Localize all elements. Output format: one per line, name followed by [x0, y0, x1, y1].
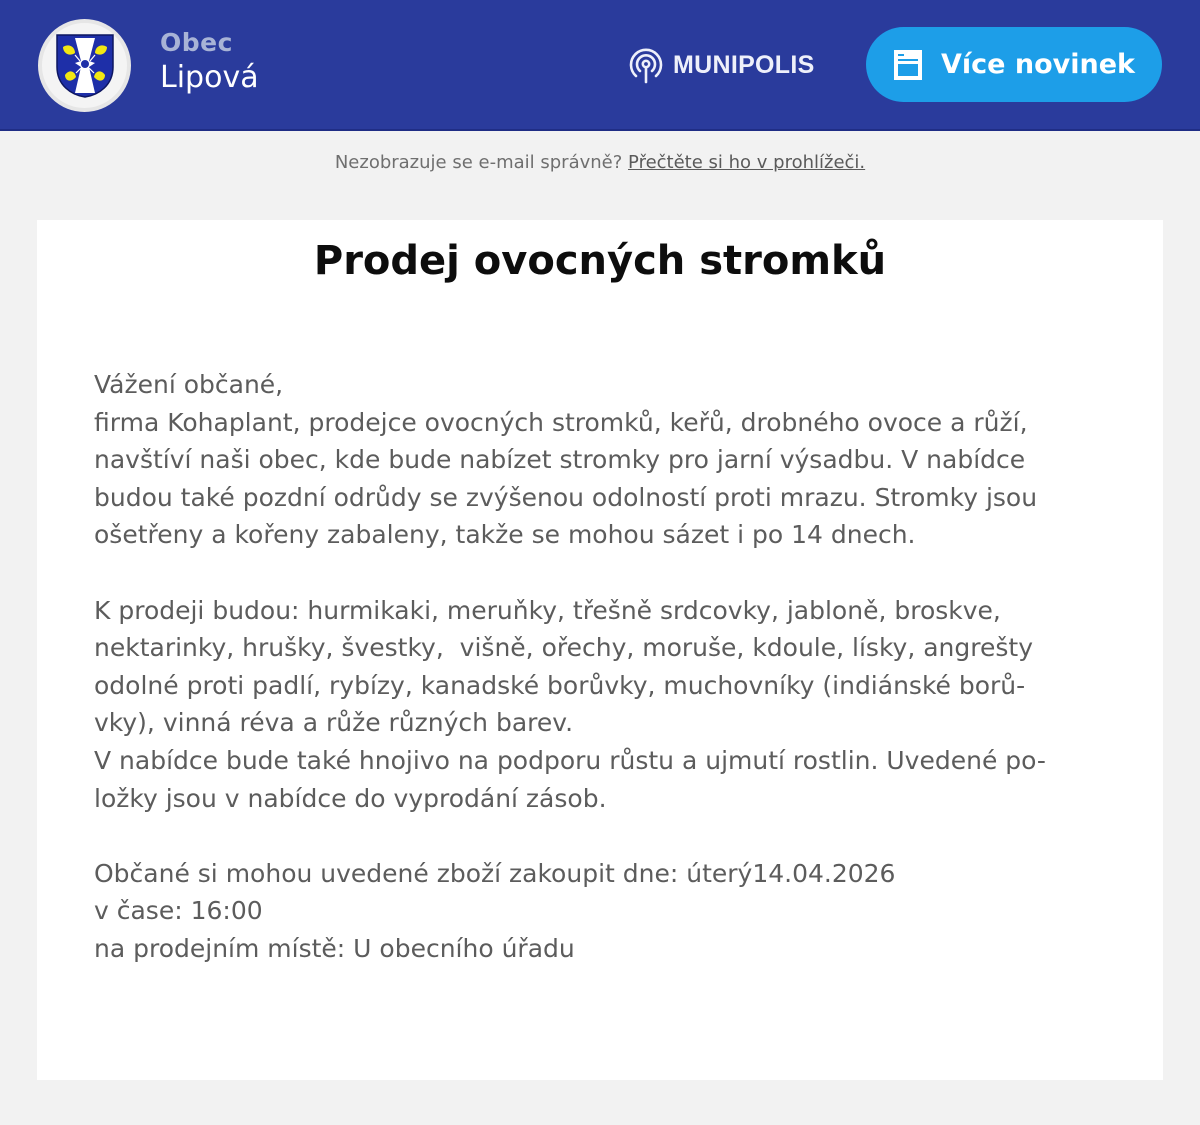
body-line: V nabídce bude také hnojivo na podporu růstu a ujmutí rostlin. Uvedené po- — [94, 745, 1046, 775]
view-in-browser-notice — [0, 152, 1200, 173]
brand-title: Lipová — [160, 60, 259, 95]
brand-prefix: Obec — [160, 28, 233, 57]
more-news-button[interactable] — [866, 27, 1162, 102]
body-line: budou také pozdní odrůdy se zvýšenou odolností proti mrazu. Stromky jsou — [94, 482, 1038, 512]
sale-date: Občané si mohou uvedené zboží zakoupit dne: úterý14.04.2026 — [94, 858, 896, 888]
sale-location: na prodejním místě: U obecního úřadu — [94, 933, 575, 963]
body-line: K prodeji budou: hurmikaki, meruňky, třešně srdcovky, jabloně, broskve, — [94, 595, 1001, 625]
paragraph-gap — [94, 817, 1104, 855]
body-line: ložky jsou v nabídce do vyprodání zásob. — [94, 783, 607, 813]
article-card — [37, 220, 1163, 1080]
article-body — [94, 366, 1104, 968]
view-in-browser-link[interactable]: Přečtěte si ho v prohlížeči. — [628, 152, 866, 173]
broadcast-signal-icon — [627, 45, 665, 85]
paragraph-gap — [94, 554, 1104, 592]
newspaper-icon — [893, 49, 923, 81]
paragraph-sale-details — [94, 855, 1104, 968]
article-title: Prodej ovocných stromků — [313, 238, 887, 284]
body-line: Vážení občané, — [94, 370, 284, 399]
munipolis-wordmark: MUNIPOLIS — [673, 50, 815, 79]
header — [0, 0, 1200, 131]
body-line: nektarinky, hrušky, švestky, višně, ořechy, moruše, kdoule, lísky, angrešty — [94, 633, 1033, 663]
body-line: navštíví naši obec, kde bude nabízet stromky pro jarní výsadbu. V nabídce — [94, 445, 1026, 475]
body-line: vky), vinná réva a růže různých barev. — [94, 708, 574, 738]
municipality-name[interactable] — [160, 30, 259, 93]
more-news-label: Více novinek — [941, 49, 1135, 80]
body-line: odolné proti padlí, rybízy, kanadské borůvky, muchovníky (indiánské borů- — [94, 670, 1026, 700]
paragraph-products — [94, 592, 1104, 818]
notice-text: Nezobrazuje se e-mail správně? — [334, 152, 623, 173]
body-line: firma Kohaplant, prodejce ovocných stromků, keřů, drobného ovoce a růží, — [94, 407, 1028, 437]
body-line: ošetřeny a kořeny zabaleny, takže se mohou sázet i po 14 dnech. — [94, 520, 916, 550]
coat-of-arms-icon — [55, 33, 115, 99]
sale-time: v čase: 16:00 — [94, 896, 263, 926]
munipolis-logo[interactable] — [627, 45, 815, 85]
municipality-logo[interactable] — [38, 19, 131, 112]
paragraph-greeting — [94, 366, 1104, 554]
